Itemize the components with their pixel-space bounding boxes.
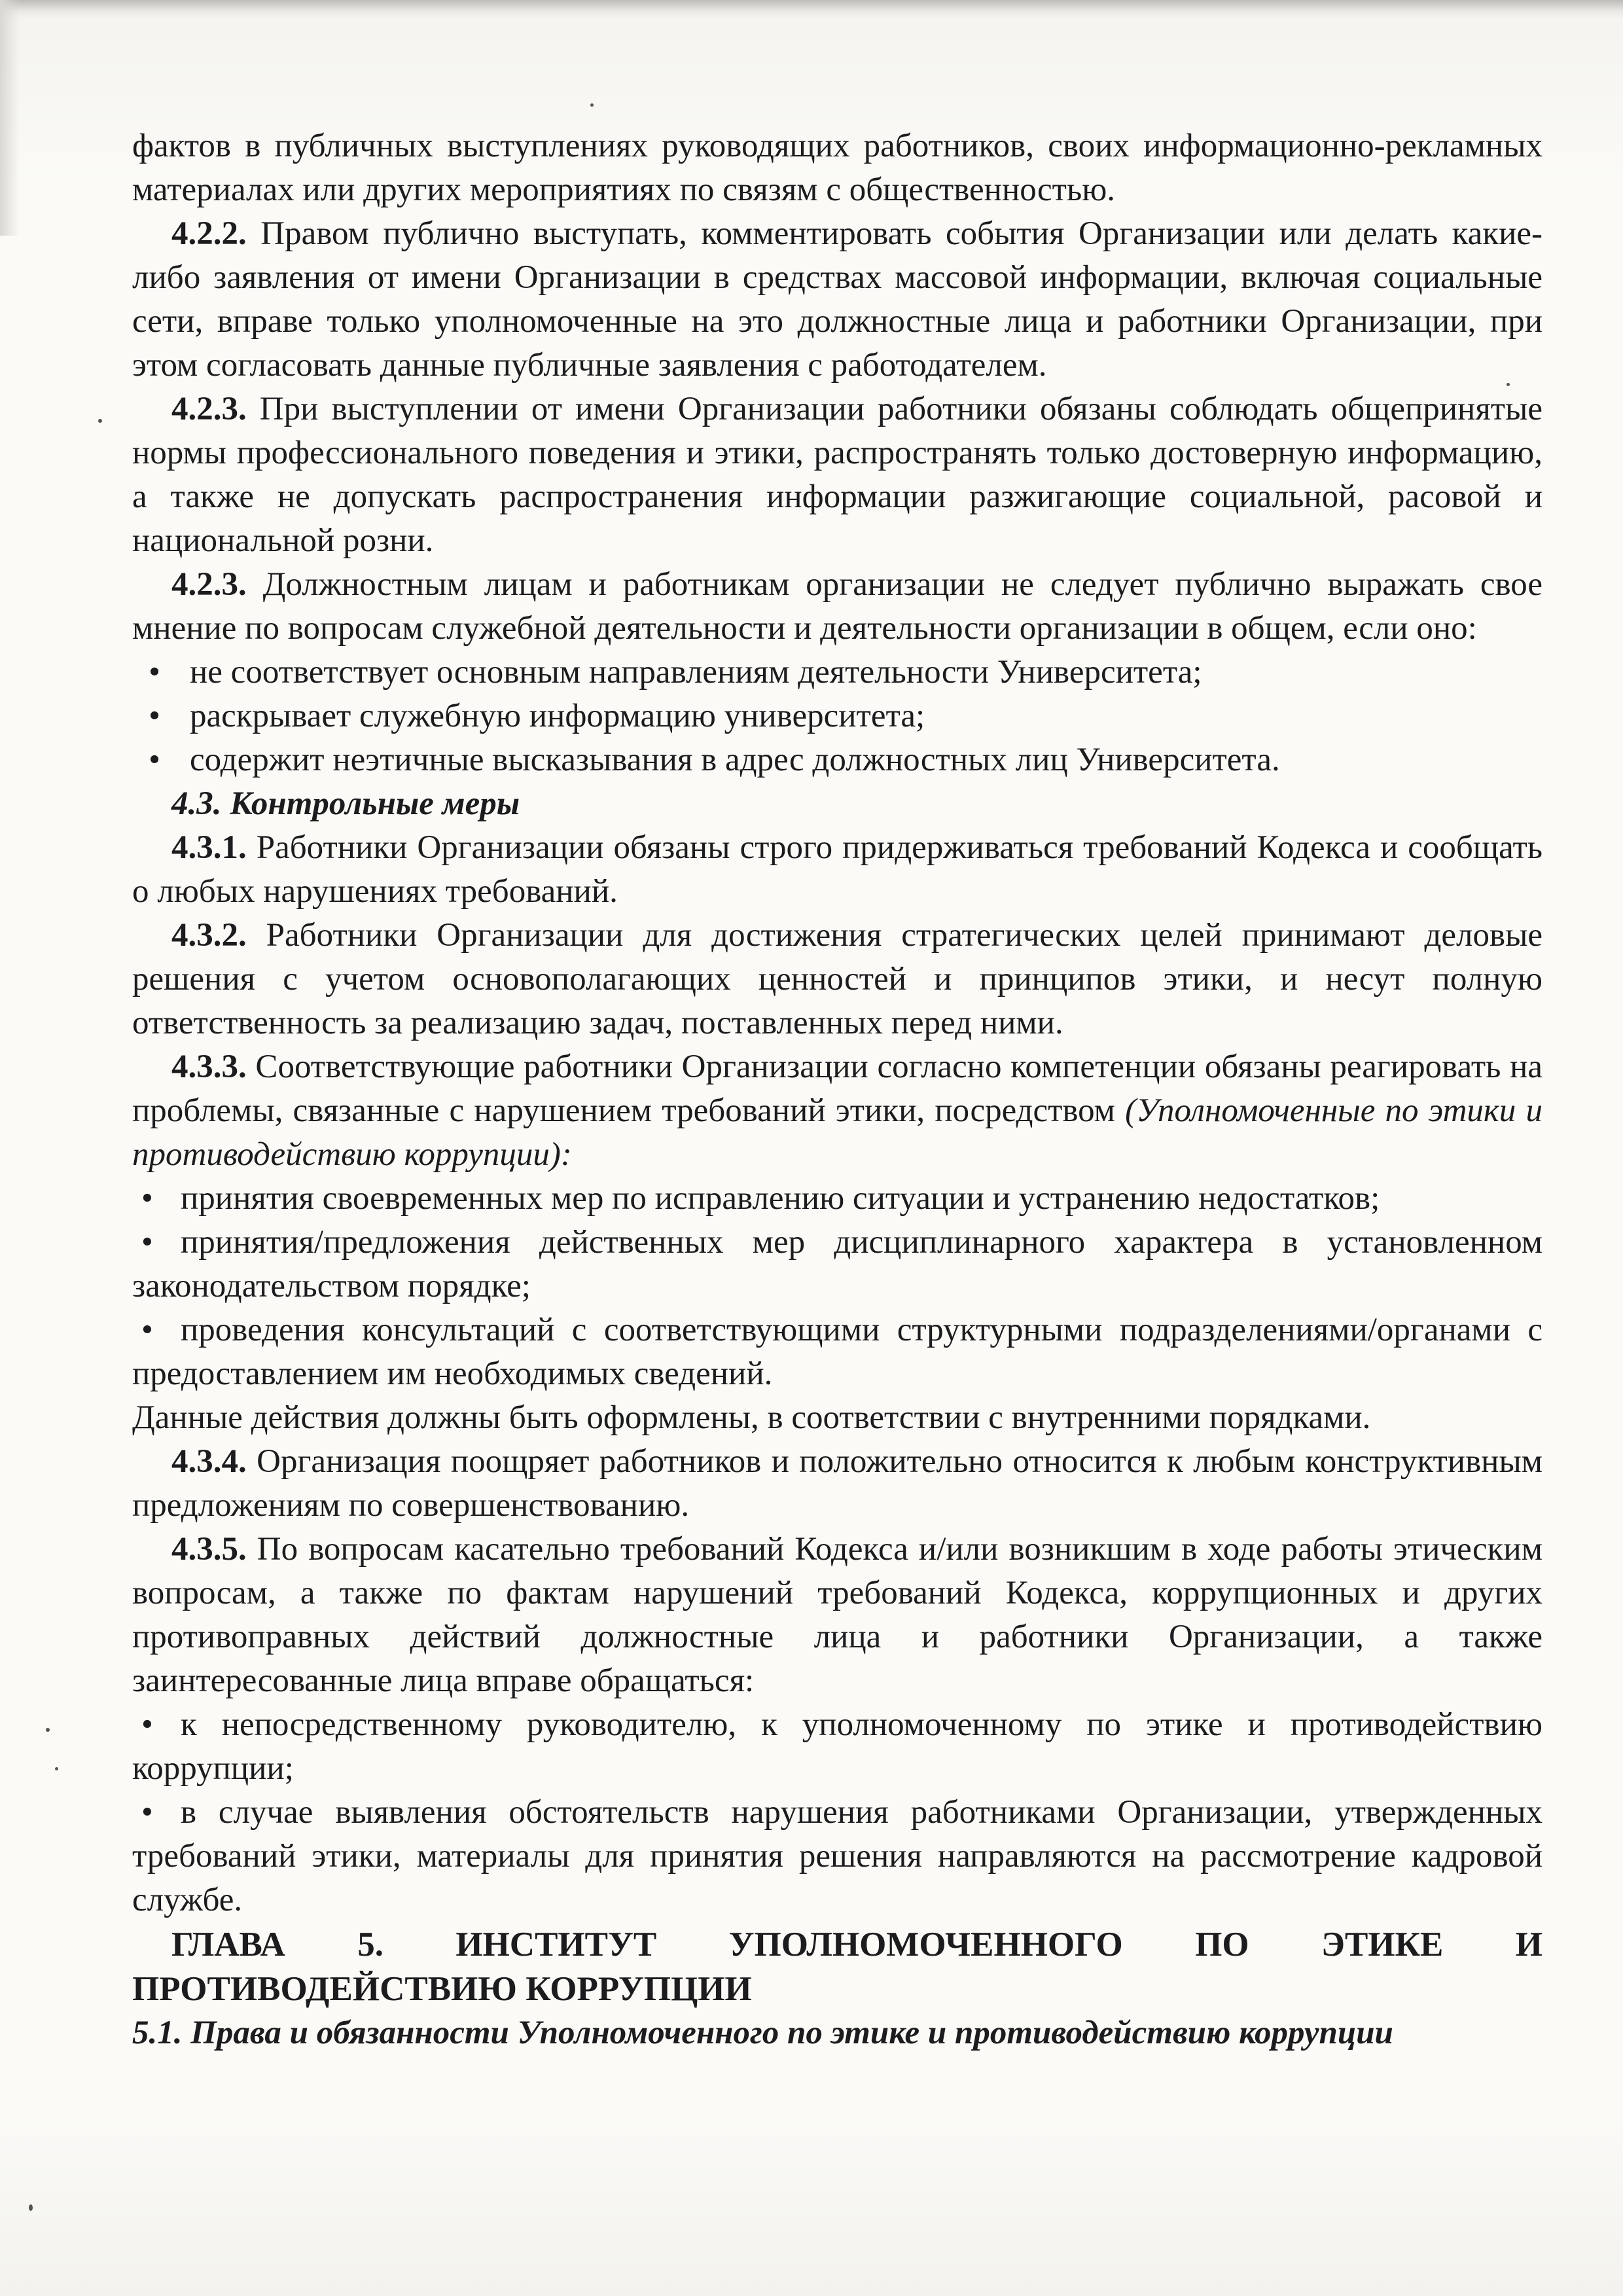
list-item-text: не соответствует основным направлениям деятельности Университета; (190, 654, 1202, 691)
scan-speck (29, 2204, 33, 2211)
list-item (132, 694, 1543, 738)
scan-speck (46, 1728, 50, 1732)
list-item-text: в случае выявления обстоятельств нарушения работниками Организации, утвержденных требований этики, материалы для принятия решения направляются на рассмотрение кадровой службе. (132, 1794, 1543, 1918)
clause-number: 4.3.3. (171, 1049, 247, 1085)
paragraph-italic-text: (Уполномоченные по этики и противодействию коррупции): (132, 1092, 1543, 1173)
bullet-icon: • (149, 742, 160, 778)
bullet-icon: • (141, 1706, 153, 1743)
clause-number: 4.2.3. (171, 391, 247, 427)
paragraph-4-2-2 (132, 212, 1543, 387)
paragraph-text: Данные действия должны быть оформлены, в соответствии с внутренними порядками. (132, 1399, 1371, 1436)
paragraph-text: Правом публично выступать, комментировать события Организации или делать какие-либо заявления от имени Организации в средствах массовой информации, включая социальные сети, вправе только уполномоченные на это должностные лица и работники Организации, при этом согласовать данные публичные заявления с работодателем. (132, 215, 1543, 384)
paragraph-text: При выступлении от имени Организации работники обязаны соблюдать общепринятые нормы профессионального поведения и этики, распространять только достоверную информацию, а также не допускать распространения информации разжигающие социальной, расовой и национальной розни. (132, 391, 1543, 559)
paragraph-4-3-3 (132, 1045, 1543, 1177)
list-item (132, 1177, 1543, 1221)
page-left-edge (0, 0, 20, 236)
bullet-icon: • (141, 1312, 153, 1348)
clause-number: 4.2.2. (171, 215, 247, 252)
bullet-icon: • (141, 1224, 153, 1261)
clause-number: 4.3.2. (171, 917, 247, 954)
paragraph-text: По вопросам касательно требований Кодекса и/или возникшим в ходе работы этическим вопросам, а также по фактам нарушений требований Кодекса, коррупционных и других противоправных действий должностные лица и работники Организации, а также заинтересованные лица вправе обращаться: (132, 1531, 1543, 1699)
bullet-icon: • (149, 654, 160, 691)
list-item-text: содержит неэтичные высказывания в адрес должностных лиц Университета. (190, 742, 1280, 778)
clause-number: 4.2.3. (171, 566, 247, 603)
paragraph-text: Работники Организации для достижения стратегических целей принимают деловые решения с учетом основополагающих ценностей и принципов этики, и несут полную ответственность за реализацию задач, поставленных перед ними. (132, 917, 1543, 1041)
paragraph-4-3-4 (132, 1440, 1543, 1528)
clause-number: 4.3.4. (171, 1443, 247, 1480)
paragraph-text: Работники Организации обязаны строго придерживаться требований Кодекса и сообщать о любых нарушениях требований. (132, 829, 1543, 910)
paragraph-continuation (132, 124, 1543, 212)
list-item-text: к непосредственному руководителю, к уполномоченному по этике и противодействию коррупции; (132, 1706, 1543, 1787)
clause-number: 4.3.1. (171, 829, 247, 866)
section-heading-5-1: 5.1. Права и обязанности Уполномоченного по этике и противодействию коррупции (132, 2015, 1393, 2051)
list-item-text: проведения консультаций с соответствующими структурными подразделениями/органами с предоставлением им необходимых сведений. (132, 1312, 1543, 1392)
chapter-5-heading: ГЛАВА 5. ИНСТИТУТ УПОЛНОМОЧЕННОГО ПО ЭТИКЕ И ПРОТИВОДЕЙСТВИЮ КОРРУПЦИИ (132, 1926, 1543, 2008)
paragraph-text: Должностным лицам и работникам организации не следует публично выражать свое мнение по вопросам служебной деятельности и деятельности организации в общем, если оно: (132, 566, 1543, 647)
scan-speck (98, 419, 102, 423)
bullet-icon: • (141, 1180, 153, 1217)
list-item-text: принятия/предложения действенных мер дисциплинарного характера в установленном законодательством порядке; (132, 1224, 1543, 1304)
bullet-icon: • (141, 1794, 153, 1831)
list-item (132, 738, 1543, 782)
list-item (132, 651, 1543, 694)
list-item (132, 1703, 1543, 1791)
paragraph-actions-note (132, 1396, 1543, 1440)
bullet-icon: • (149, 698, 160, 734)
list-item-text: раскрывает служебную информацию университета; (190, 698, 925, 734)
list-item (132, 1791, 1543, 1922)
paragraph-text: Организация поощряет работников и положительно относится к любым конструктивным предложениям по совершенствованию. (132, 1443, 1543, 1524)
paragraph-4-3-2 (132, 914, 1543, 1045)
paragraph-text: фактов в публичных выступлениях руководящих работников, своих информационно-рекламных материалах или других мероприятиях по связям с общественностью. (132, 128, 1543, 208)
paragraph-4-3-5 (132, 1528, 1543, 1703)
paragraph-text: Соответствующие работники Организации согласно компетенции обязаны реагировать на проблемы, связанные с нарушением требований этики, посредством (132, 1049, 1543, 1129)
list-item-text: принятия своевременных мер по исправлению ситуации и устранению недостатков; (181, 1180, 1380, 1217)
paragraph-4-3-1 (132, 826, 1543, 914)
clause-number: 4.3.5. (171, 1531, 247, 1568)
page-top-shadow (0, 0, 1623, 18)
paragraph-4-2-3-b (132, 563, 1543, 651)
document-body (132, 124, 1543, 2055)
list-item (132, 1308, 1543, 1396)
scan-speck (590, 103, 594, 107)
paragraph-4-2-3-a (132, 387, 1543, 563)
scan-speck (55, 1767, 58, 1770)
section-heading-4-3: 4.3. Контрольные меры (171, 785, 520, 822)
list-item (132, 1221, 1543, 1308)
